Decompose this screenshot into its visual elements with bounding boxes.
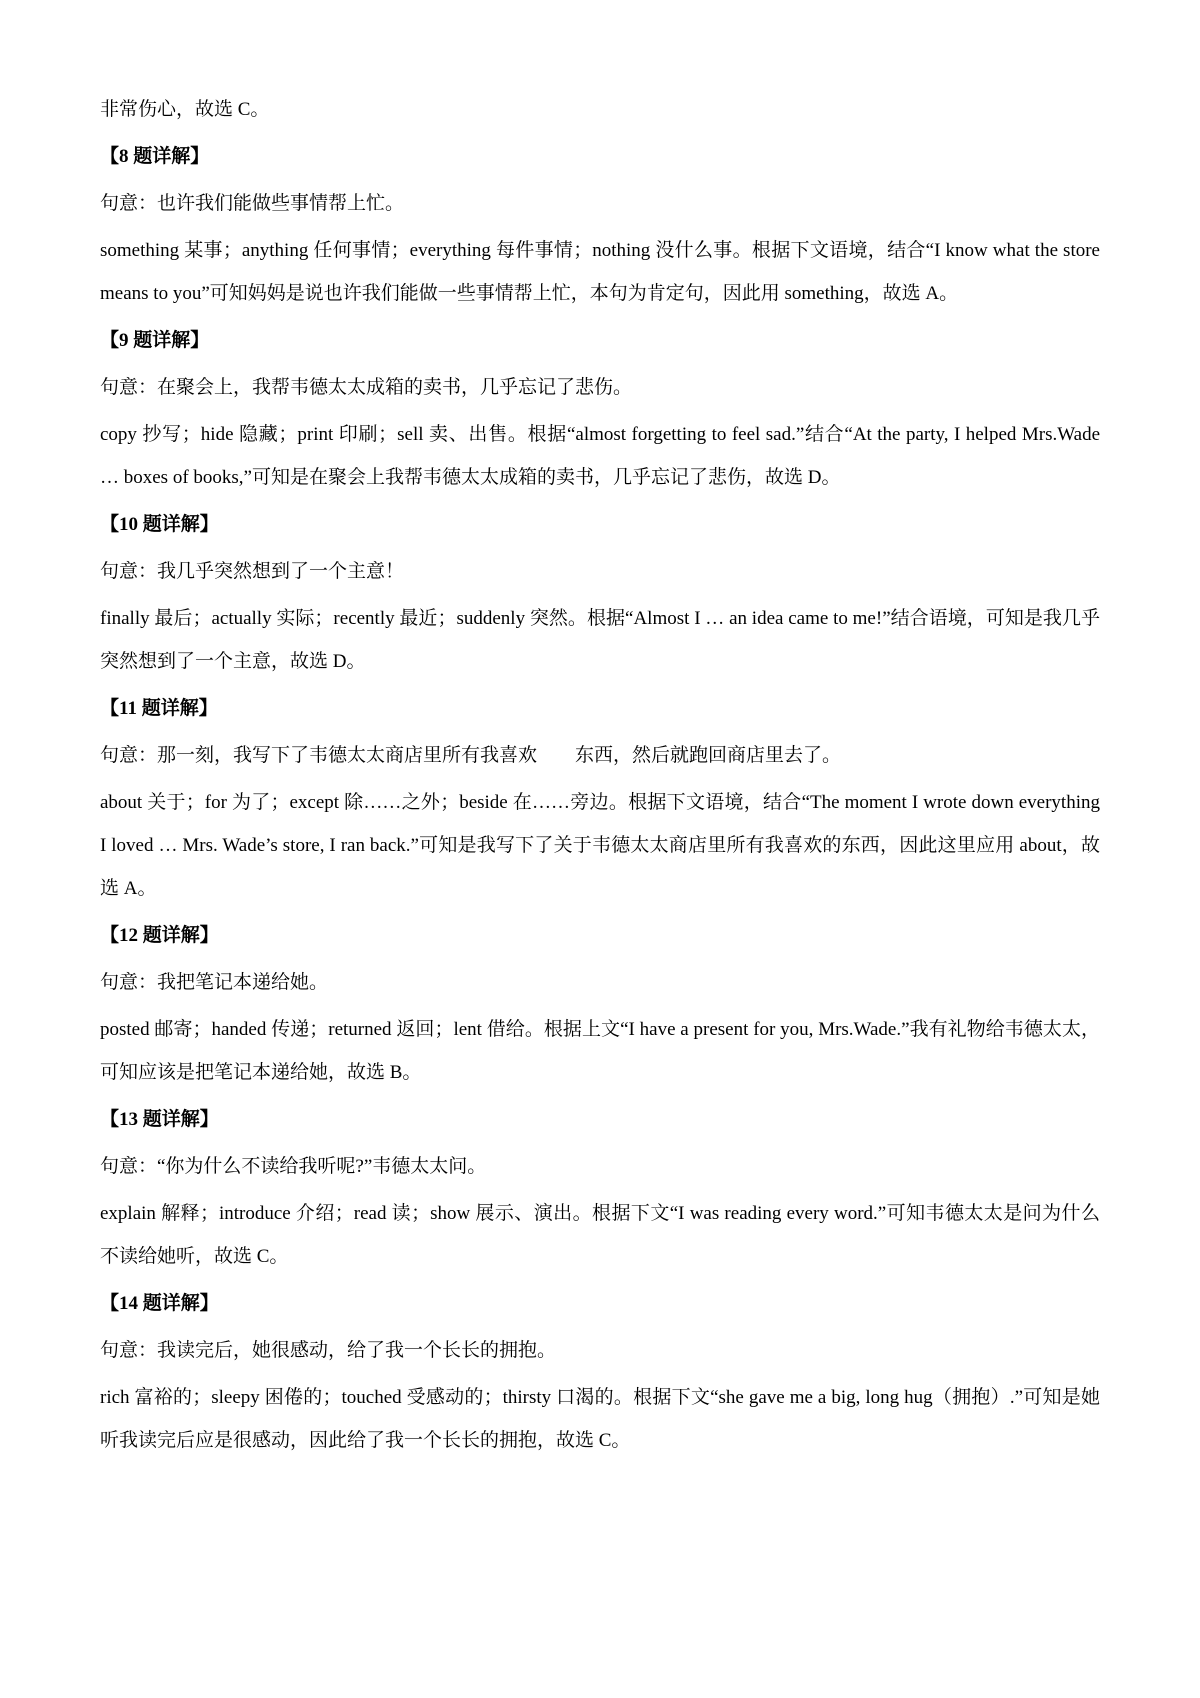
section-heading: 【14 题详解】 [100,1293,219,1314]
paragraph: copy 抄写；hide 隐藏；print 印刷；sell 卖、出售。根据“almost forgetting to feel sad.”结合“At the party, I helped Mrs.Wade … boxes of books,”可知是在聚会上我帮韦德太太成箱的卖书，几乎忘记了悲伤，故选 D。 [100,424,1100,488]
section-heading: 【10 题详解】 [100,514,219,535]
paragraph: 句意：我几乎突然想到了一个主意！ [100,561,405,582]
paragraph: 句意：在聚会上，我帮韦德太太成箱的卖书，几乎忘记了悲伤。 [100,377,633,398]
paragraph: 句意：那一刻，我写下了韦德太太商店里所有我喜欢 东西，然后就跑回商店里去了。 [100,745,842,766]
section-heading: 【12 题详解】 [100,925,219,946]
paragraph: posted 邮寄；handed 传递；returned 返回；lent 借给。根据上文“I have a present for you, Mrs.Wade.”我有礼物给韦德太太，可知应该是把笔记本递给她，故选 B。 [100,1019,1100,1083]
paragraph: explain 解释；introduce 介绍；read 读；show 展示、演出。根据下文“I was reading every word.”可知韦德太太是问为什么不读给她听，故选 C。 [100,1203,1100,1267]
paragraph: finally 最后；actually 实际；recently 最近；suddenly 突然。根据“Almost I … an idea came to me!”结合语境，可知是我几乎突然想到了一个主意，故选 D。 [100,608,1100,672]
paragraph: 句意：我读完后，她很感动，给了我一个长长的拥抱。 [100,1340,557,1361]
section-heading: 【13 题详解】 [100,1109,219,1130]
paragraph: 非常伤心，故选 C。 [100,99,270,120]
section-heading: 【11 题详解】 [100,698,218,719]
section-heading: 【9 题详解】 [100,330,210,351]
paragraph: rich 富裕的；sleepy 困倦的；touched 受感动的；thirsty 口渴的。根据下文“she gave me a big, long hug（拥抱）.”可知是她听我读完后应是很感动，因此给了我一个长长的拥抱，故选 C。 [100,1387,1100,1451]
paragraph: 句意：也许我们能做些事情帮上忙。 [100,193,405,214]
paragraph: about 关于；for 为了；except 除……之外；beside 在……旁边。根据下文语境，结合“The moment I wrote down everything I loved … Mrs. Wade’s store, I ran back.”可知是我写下了关于韦德太太商店里所有我喜欢的东西，因此这里应用 about，故选 A。 [100,792,1100,899]
paragraph: something 某事；anything 任何事情；everything 每件事情；nothing 没什么事。根据下文语境，结合“I know what the store means to you”可知妈妈是说也许我们能做一些事情帮上忙，本句为肯定句，因此用 something，故选 A。 [100,240,1100,304]
paragraph: 句意：“你为什么不读给我听呢?”韦德太太问。 [100,1156,487,1177]
section-heading: 【8 题详解】 [100,146,210,167]
paragraph: 句意：我把笔记本递给她。 [100,972,329,993]
